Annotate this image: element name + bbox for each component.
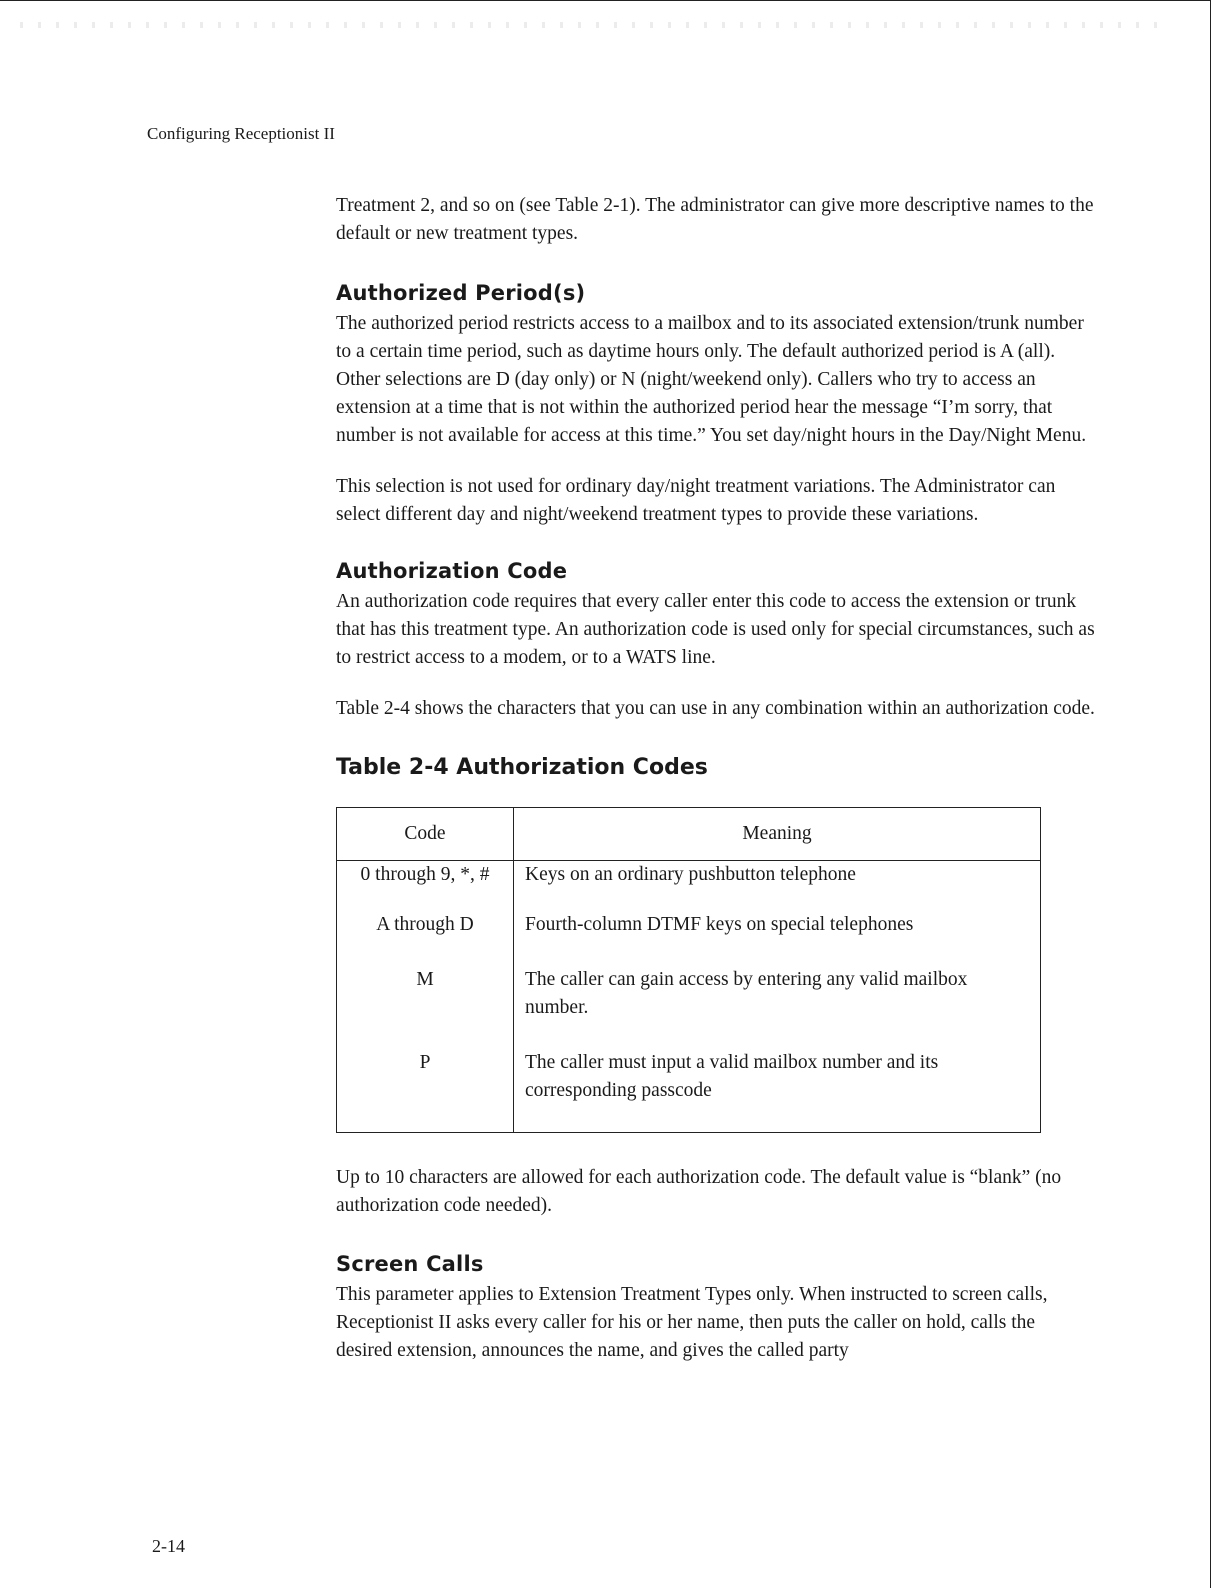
heading-authorized-periods: Authorized Period(s) [336, 281, 586, 305]
table-row [337, 1049, 1041, 1133]
authorization-code-paragraph-2: Table 2-4 shows the characters that you can use in any combination within an authorization code. [336, 698, 1095, 719]
authorized-period-paragraph-1: The authorized period restricts access to a mailbox and to its associated extension/trunk number to a certain time period, such as daytime hours only. The default authorized period is A (all). Other selections are D (day only) or N (night/weekend only). Callers who try to access an extension at a time that is not within the authorized period hear the message “I’m sorry, that number is not available for access at this time.” You set day/night hours in the Day/Night Menu. [336, 313, 1087, 446]
scan-artifact [20, 22, 1170, 28]
column-header-code: Code [337, 808, 514, 861]
meaning-cell: The caller can gain access by entering any valid mailbox number. [525, 969, 968, 1018]
code-cell: M [337, 966, 514, 1049]
authorization-codes-table [336, 807, 1041, 1133]
page-content [336, 192, 1096, 1365]
column-header-meaning: Meaning [514, 808, 1041, 861]
page-number: 2-14 [152, 1536, 185, 1556]
table-header-row [337, 808, 1041, 861]
heading-authorization-code: Authorization Code [336, 559, 568, 583]
after-table-paragraph: Up to 10 characters are allowed for each authorization code. The default value is “blank” (no authorization code needed). [336, 1167, 1062, 1216]
code-cell: A through D [337, 911, 514, 966]
heading-screen-calls: Screen Calls [336, 1252, 484, 1276]
table-row [337, 911, 1041, 966]
running-head: Configuring Receptionist II [147, 124, 335, 143]
screen-calls-paragraph: This parameter applies to Extension Treatment Types only. When instructed to screen calls, Receptionist II asks every caller for his or her name, then puts the caller on hold, calls the desired extension, announces the name, and gives the called party [336, 1284, 1048, 1361]
table-row [337, 861, 1041, 912]
table-title: Table 2-4 Authorization Codes [336, 755, 708, 780]
authorized-period-paragraph-2: This selection is not used for ordinary day/night treatment variations. The Administrator can select different day and night/weekend treatment types to provide these variations. [336, 476, 1056, 525]
meaning-cell: The caller must input a valid mailbox number and its corresponding passcode [525, 1052, 939, 1101]
authorization-code-paragraph-1: An authorization code requires that every caller enter this code to access the extension or trunk that has this treatment type. An authorization code is used only for special circumstances, such as to restrict access to a modem, or to a WATS line. [336, 591, 1095, 668]
table-row [337, 966, 1041, 1049]
meaning-cell: Keys on an ordinary pushbutton telephone [525, 864, 856, 885]
code-cell: P [337, 1049, 514, 1133]
intro-paragraph: Treatment 2, and so on (see Table 2-1). The administrator can give more descriptive names to the default or new treatment types. [336, 195, 1094, 244]
code-cell: 0 through 9, *, # [337, 861, 514, 912]
meaning-cell: Fourth-column DTMF keys on special telephones [525, 914, 914, 935]
